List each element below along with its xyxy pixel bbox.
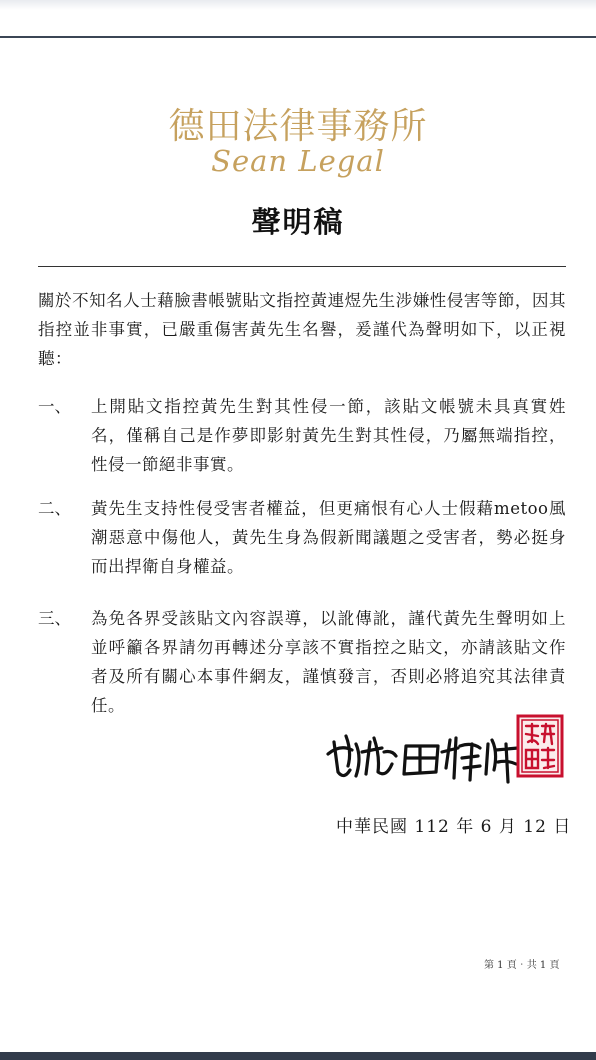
firm-name-chinese: 德田法律事務所 [168,106,428,147]
top-edge [0,0,596,10]
title-divider [38,266,566,267]
document-title: 聲明稿 [251,205,345,239]
item-text: 上開貼文指控黃先生對其性侵一節，該貼文帳號未具真實姓名，僅稱自己是作夢即影射黃先生對其性侵，乃屬無端指控，性侵一節絕非事實。 [91,397,566,474]
top-border-line [0,36,596,38]
statement-date: 中華民國 112 年 6 月 12 日 [336,817,572,837]
item-number: 一、 [38,397,71,416]
statement-item-3 [38,604,566,720]
statement-item-1 [38,392,566,479]
item-text: 黃先生支持性侵受害者權益，但更痛恨有心人士假藉metoo風潮惡意中傷他人，黃先生身為假新聞議題之受害者，勢必挺身而出捍衛自身權益。 [91,499,566,576]
red-seal-stamp [516,714,564,778]
page-number: 第 1 頁‧共 1 頁 [484,960,560,971]
bottom-border-line [0,1052,596,1060]
intro-paragraph: 關於不知名人士藉臉書帳號貼文指控黃連煜先生涉嫌性侵害等節，因其指控並非事實，已嚴重傷害黃先生名譽，爰謹代為聲明如下，以正視聽： [38,291,566,368]
firm-name-english: Sean Legal [211,144,385,178]
item-number: 三、 [38,609,71,628]
statement-item-2 [38,494,566,581]
item-number: 二、 [38,499,71,518]
handwritten-signature [322,722,522,792]
item-text: 為免各界受該貼文內容誤導，以訛傳訛，謹代黃先生聲明如上並呼籲各界請勿再轉述分享該不實指控之貼文，亦請該貼文作者及所有關心本事件網友，謹慎發言，否則必將追究其法律責任。 [91,609,566,715]
